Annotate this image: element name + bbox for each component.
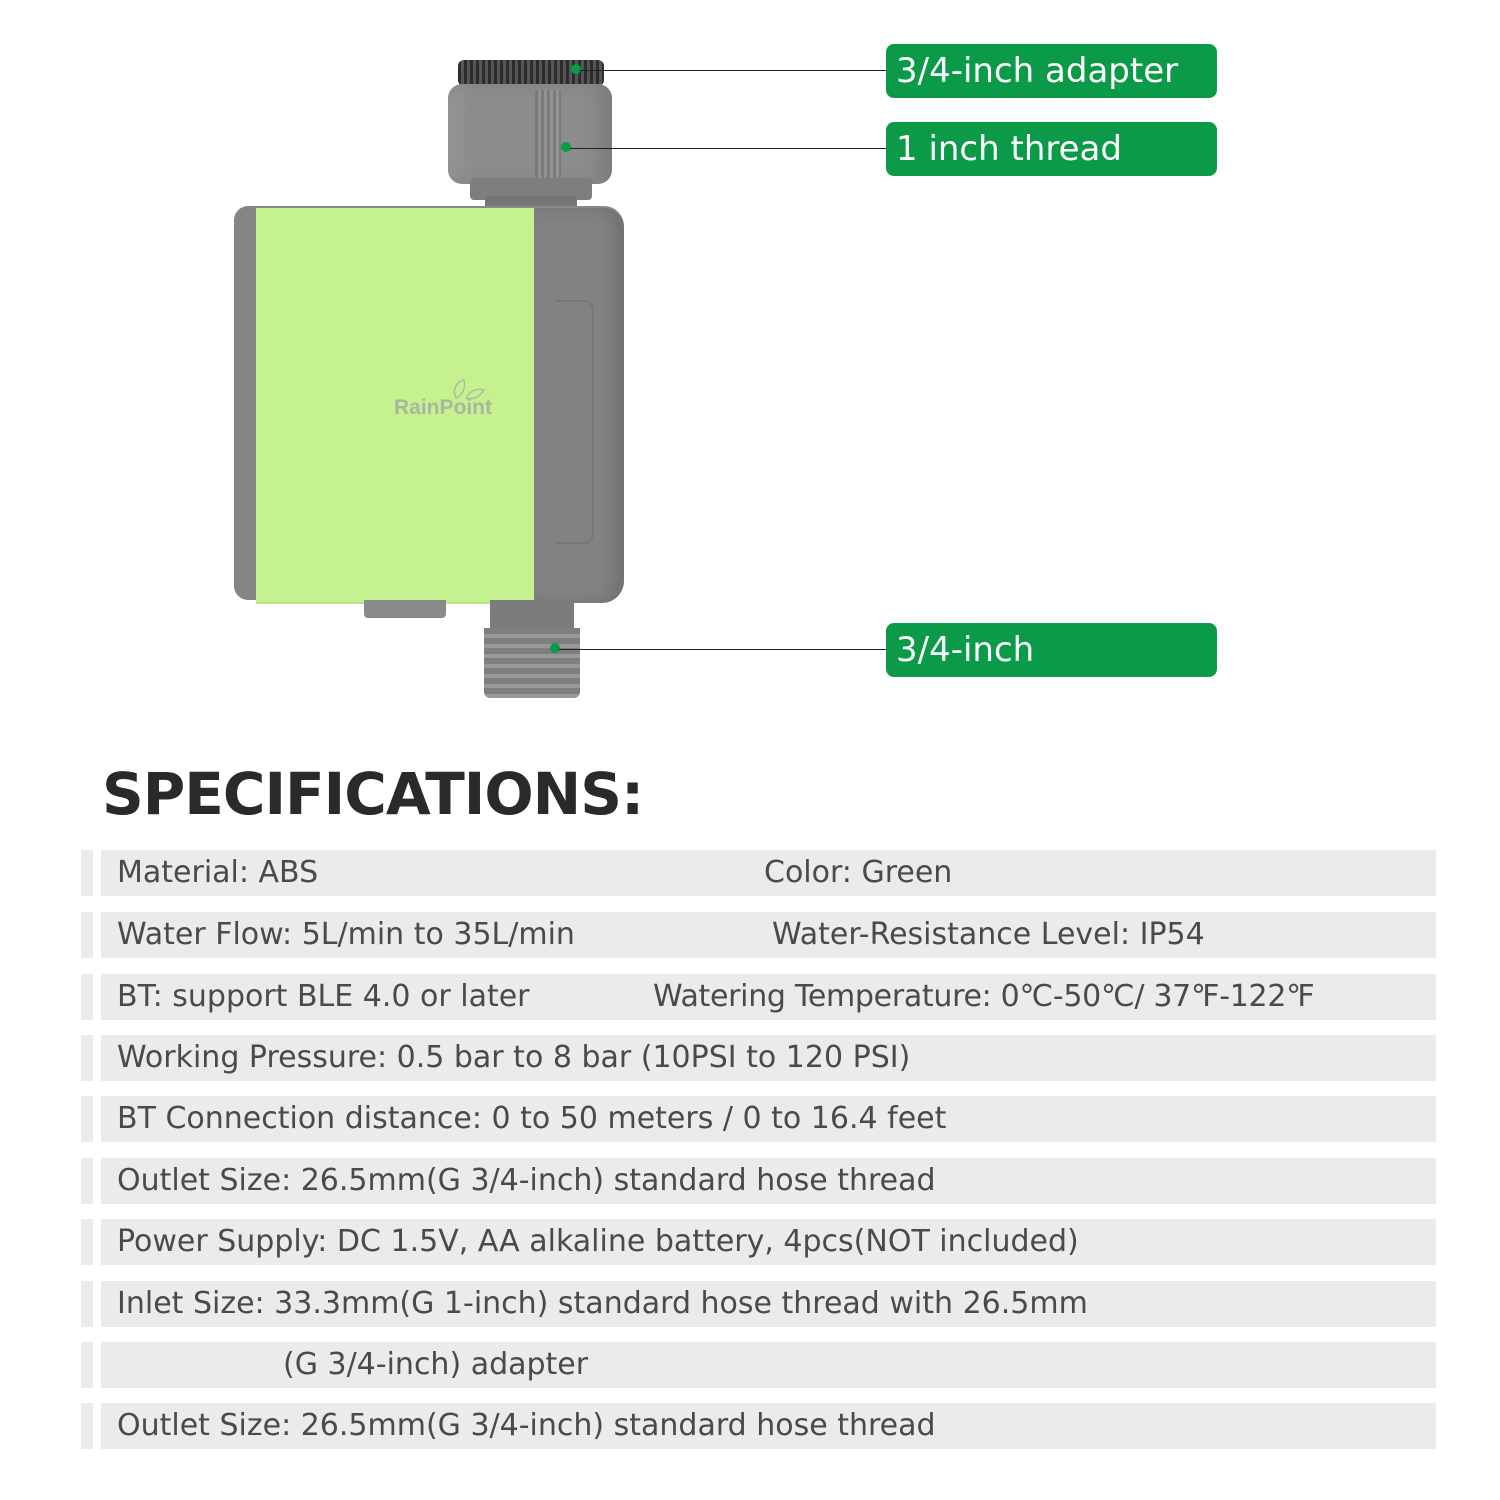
bottom-tab <box>364 600 446 618</box>
leader-line-thread <box>570 148 886 149</box>
callout-adapter: 3/4-inch adapter <box>886 44 1217 98</box>
spec-connection-distance: BT Connection distance: 0 to 50 meters / 0 to 16.4 feet <box>117 1101 947 1136</box>
inlet-nut <box>448 84 612 184</box>
spec-row <box>81 850 1436 896</box>
spec-inlet-size: Inlet Size: 33.3mm(G 1-inch) standard hose thread with 26.5mm <box>117 1286 1088 1321</box>
row-stub <box>81 1219 93 1265</box>
spec-row <box>81 1035 1436 1081</box>
spec-working-pressure: Working Pressure: 0.5 bar to 8 bar (10PSI to 120 PSI) <box>117 1040 911 1075</box>
callout-thread: 1 inch thread <box>886 122 1217 176</box>
callout-marker-thread <box>561 142 571 152</box>
spec-row <box>81 1219 1436 1265</box>
spec-power-supply: Power Supply: DC 1.5V, AA alkaline battery, 4pcs(NOT included) <box>117 1224 1079 1259</box>
specifications-title: SPECIFICATIONS: <box>102 760 644 828</box>
adapter-cap <box>458 60 604 86</box>
row-stub <box>81 1096 93 1142</box>
spec-row <box>81 974 1436 1020</box>
housing-left-rim <box>234 206 258 600</box>
leader-line-outlet <box>559 649 886 650</box>
spec-water-resistance: Water-Resistance Level: IP54 <box>772 917 1205 952</box>
spec-material: Material: ABS <box>117 855 319 890</box>
outlet-thread <box>484 628 580 698</box>
spec-row <box>81 1342 1436 1388</box>
row-stub <box>81 1281 93 1327</box>
spec-row <box>81 1096 1436 1142</box>
spec-row <box>81 1281 1436 1327</box>
row-stub <box>81 912 93 958</box>
water-timer-product-image <box>0 0 700 720</box>
spec-outlet-size-repeat: Outlet Size: 26.5mm(G 3/4-inch) standard hose thread <box>117 1408 936 1443</box>
spec-watering-temperature: Watering Temperature: 0℃-50℃/ 37℉-122℉ <box>653 979 1315 1014</box>
nut-grip-ridges <box>535 90 561 178</box>
row-stub <box>81 1403 93 1449</box>
callout-outlet: 3/4-inch <box>886 623 1217 677</box>
row-stub <box>81 1342 93 1388</box>
spec-row <box>81 912 1436 958</box>
spec-outlet-size: Outlet Size: 26.5mm(G 3/4-inch) standard hose thread <box>117 1163 936 1198</box>
brand-logo: RainPoint <box>394 396 492 419</box>
spec-row <box>81 1403 1436 1449</box>
row-stub <box>81 850 93 896</box>
row-stub <box>81 1035 93 1081</box>
side-groove <box>556 300 594 544</box>
leader-line-adapter <box>580 70 886 71</box>
spec-inlet-size-continued: (G 3/4-inch) adapter <box>283 1347 589 1382</box>
row-stub <box>81 1158 93 1204</box>
callout-marker-outlet <box>550 643 560 653</box>
spec-water-flow: Water Flow: 5L/min to 35L/min <box>117 917 575 952</box>
spec-bluetooth: BT: support BLE 4.0 or later <box>117 979 530 1014</box>
row-stub <box>81 974 93 1020</box>
spec-color: Color: Green <box>764 855 953 890</box>
outlet-collar <box>490 600 574 630</box>
callout-marker-adapter <box>571 64 581 74</box>
spec-row <box>81 1158 1436 1204</box>
